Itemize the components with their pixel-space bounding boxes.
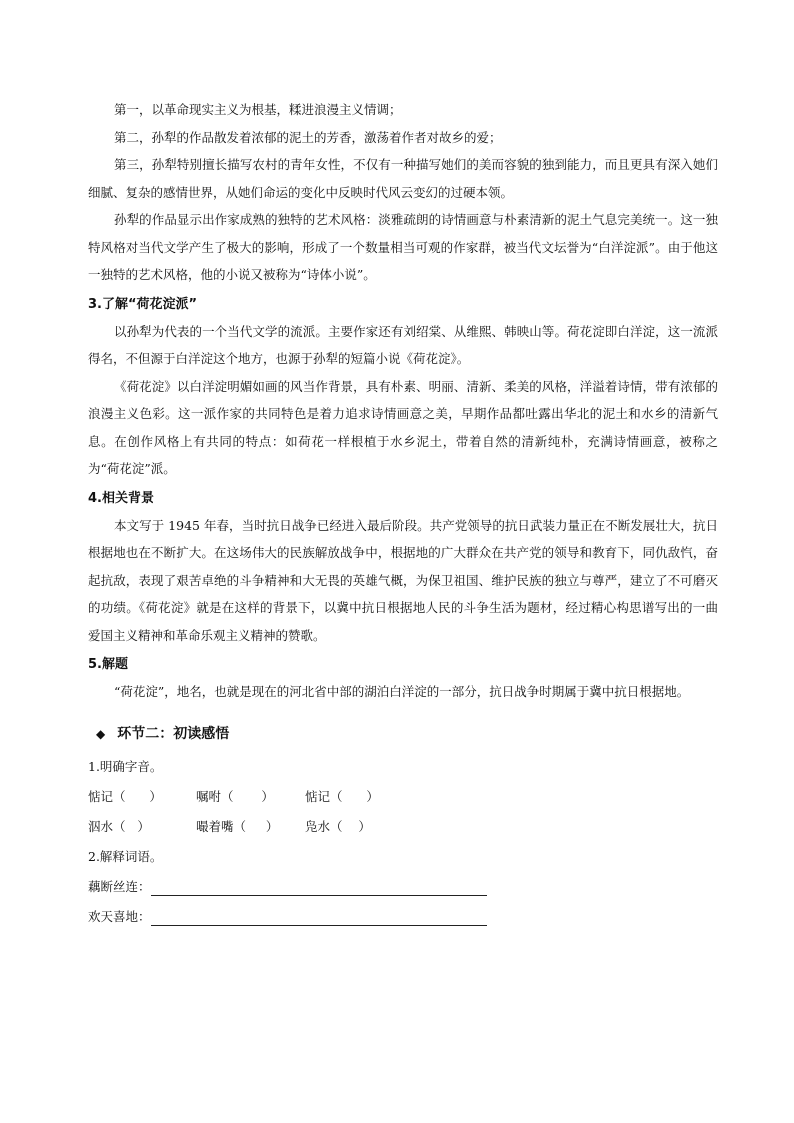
question-2-label: 2.解释词语。 [88, 848, 163, 864]
section-4-heading: 4.相关背景 [88, 490, 154, 506]
section-3-paragraph-2: 《荷花淀》以白洋淀明媚如画的风当作背景，具有朴素、明丽、清新、柔美的风格，洋溢着诗情，带有浓郁的浪漫主义色彩。这一派作家的共同特色是着力追求诗情画意之美，早期作品都吐露出华北的泥土和水乡的清新气息。在创作风格上有共同的特点：如荷花一样根植于水乡泥土，带着自然的清新纯朴，充满诗情画意，被称之为“荷花淀”派。 [88, 378, 718, 476]
intro-paragraph-2: 第二，孙犁的作品散发着浓郁的泥土的芳香，激荡着作者对故乡的爱； [114, 129, 502, 145]
pinyin-row-1 [88, 782, 718, 812]
section-5-paragraph-1: “荷花淀”，地名，也就是现在的河北省中部的湖泊白洋淀的一部分，抗日战争时期属于冀中抗日根据地。 [114, 684, 690, 699]
term-row-1 [88, 872, 718, 902]
question-1-label: 1.明确字音。 [88, 758, 163, 774]
answer-blank-line[interactable] [151, 875, 487, 896]
link-2-heading [96, 720, 718, 748]
link-2-title: 环节二：初读感悟 [117, 725, 230, 742]
intro-paragraph-4: 孙犁的作品显示出作家成熟的独特的艺术风格：淡雅疏朗的诗情画意与朴素清新的泥土气息完美统一。这一独特风格对当代文学产生了极大的影响，形成了一个数量相当可观的作家群，被当代文坛誉为“白洋淀派”。由于他这一独特的艺术风格，他的小说又被称为“诗体小说”。 [88, 212, 718, 282]
section-4-paragraph-1: 本文写于 1945 年春，当时抗日战争已经进入最后阶段。共产党领导的抗日武装力量正在不断发展壮大，抗日根据地也在不断扩大。在这场伟大的民族解放战争中，根据地的广大群众在共产党的领导和教育下，同仇敌忾，奋起抗敌，表现了艰苦卓绝的斗争精神和大无畏的英雄气概，为保卫祖国、维护民族的独立与尊严，建立了不可磨灭的功绩。《荷花淀》就是在这样的背景下，以冀中抗日根据地人民的斗争生活为题材，经过精心构思谱写出的一曲爱国主义精神和革命乐观主义精神的赞歌。 [88, 517, 718, 643]
section-5-heading: 5.解题 [88, 657, 128, 672]
term-label: 藕断丝连： [88, 878, 151, 894]
section-3-paragraph-1: 以孙犁为代表的一个当代文学的流派。主要作家还有刘绍棠、从维熙、韩映山等。荷花淀即白洋淀，这一流派得名，不但源于白洋淀这个地方，也源于孙犁的短篇小说《荷花淀》。 [88, 323, 718, 366]
diamond-bullet-icon: ◆ [96, 726, 106, 741]
term-row-2 [88, 902, 718, 932]
term-label: 欢天喜地： [88, 908, 151, 924]
document-content [88, 96, 718, 932]
pinyin-item[interactable]: 泅水（ ） [88, 818, 150, 834]
section-3-heading: 3.了解“荷花淀派” [88, 296, 198, 312]
pinyin-item[interactable]: 惦记（ ） [88, 788, 162, 804]
pinyin-item[interactable]: 嘱咐（ ） [196, 788, 274, 804]
answer-blank-line[interactable] [151, 905, 487, 926]
pinyin-item[interactable]: 惦记（ ） [305, 788, 379, 804]
pinyin-item[interactable]: 嘬着嘴（ ） [196, 818, 279, 834]
intro-paragraph-3: 第三，孙犁特别擅长描写农村的青年女性，不仅有一种描写她们的美而容貌的独到能力，而且更具有深入她们细腻、复杂的感情世界，从她们命运的变化中反映时代风云变幻的过硬本领。 [88, 157, 718, 200]
pinyin-item[interactable]: 凫水（ ） [305, 818, 371, 834]
pinyin-row-2 [88, 812, 718, 842]
intro-paragraph-1: 第一，以革命现实主义为根基，糅进浪漫主义情调； [114, 102, 402, 117]
